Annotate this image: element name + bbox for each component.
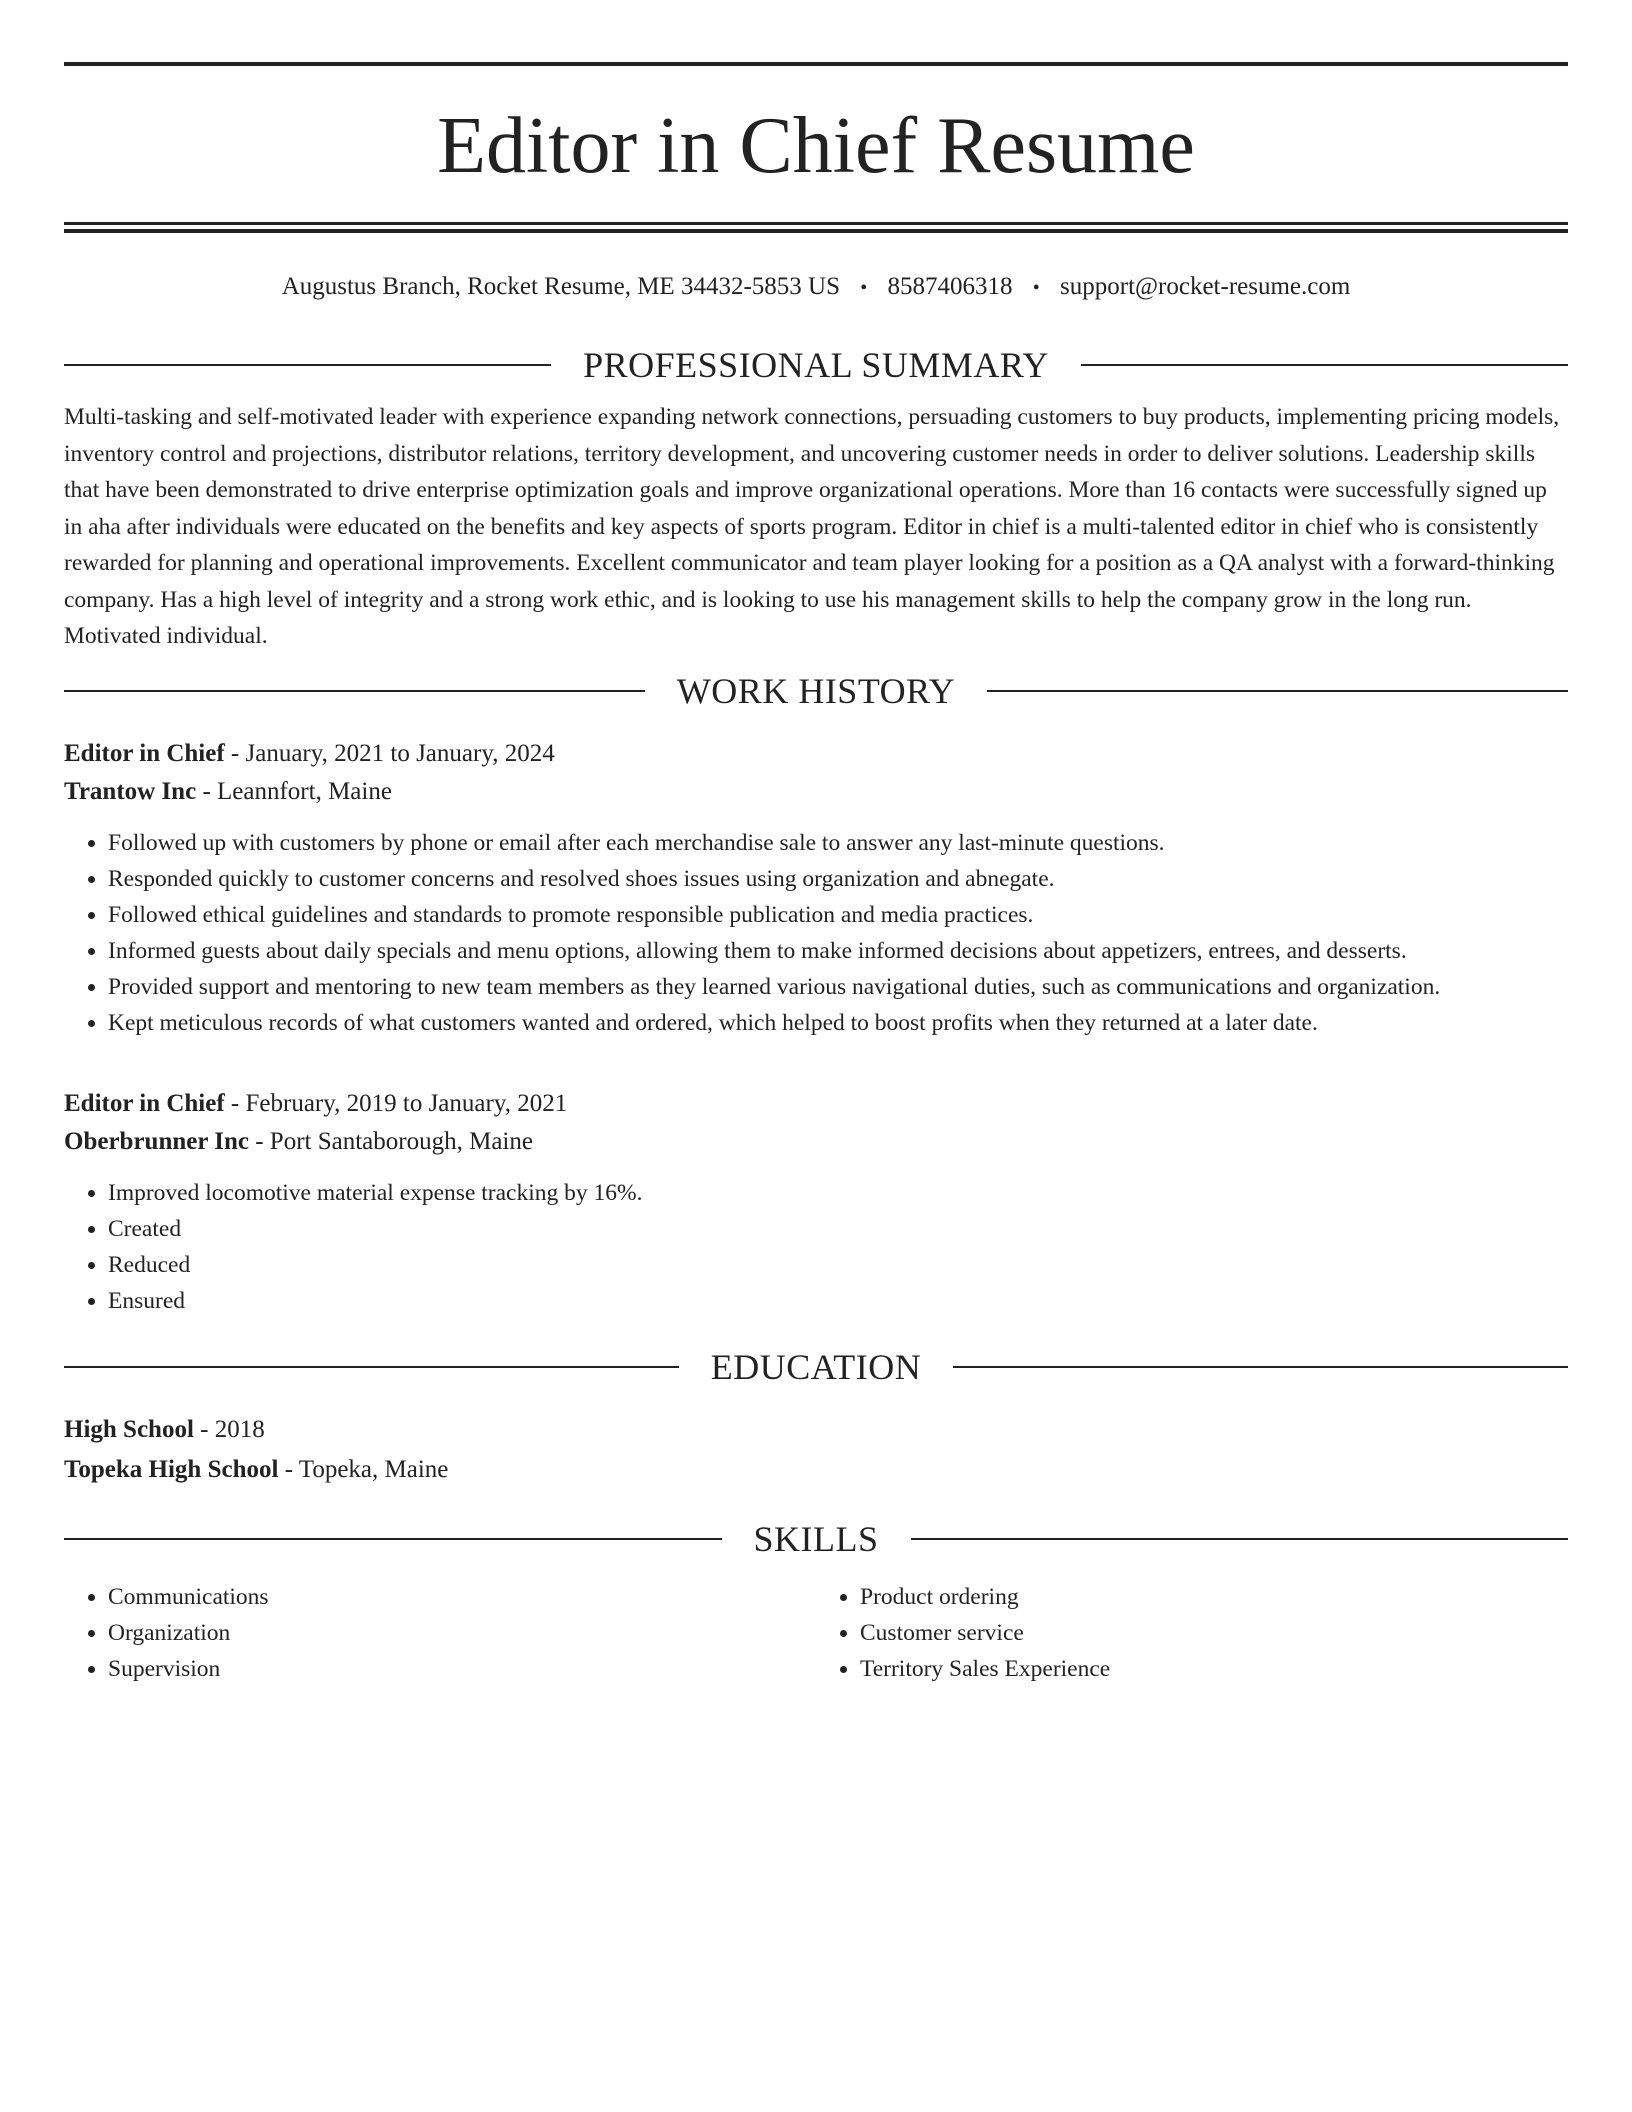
education-entry (64, 1411, 1568, 1489)
contact-separator: • (860, 277, 868, 299)
skills-column-right (816, 1579, 1568, 1687)
job-entry (64, 735, 1568, 1041)
job-title-line (64, 1085, 1568, 1123)
job-title: Editor in Chief (64, 739, 225, 767)
divider-line (911, 1538, 1569, 1540)
education-year: - 2018 (193, 1415, 265, 1443)
job-location: - Port Santaborough, Maine (248, 1127, 533, 1155)
skill-item: • Product ordering (860, 1579, 1568, 1615)
top-rule (64, 62, 1568, 66)
job-bullets (64, 1175, 1568, 1319)
skill-item: • Organization (108, 1615, 816, 1651)
contact-separator: • (1032, 277, 1040, 299)
job-company-line (64, 1123, 1568, 1161)
section-title: PROFESSIONAL SUMMARY (583, 345, 1049, 385)
section-heading-skills (64, 1517, 1568, 1561)
job-dates: - February, 2019 to January, 2021 (224, 1089, 568, 1117)
education-school: Topeka High School (64, 1455, 279, 1483)
divider-line (64, 364, 551, 366)
job-entry (64, 1085, 1568, 1319)
list-item: • Kept meticulous records of what customers wanted and ordered, which helped to boost profits when they returned at a later date. (108, 1005, 1568, 1041)
job-company: Oberbrunner Inc (64, 1127, 249, 1155)
job-bullets (64, 825, 1568, 1041)
job-dates: - January, 2021 to January, 2024 (224, 739, 555, 767)
divider-line (64, 1538, 722, 1540)
section-heading-work (64, 669, 1568, 713)
section-heading-education (64, 1345, 1568, 1389)
contact-email: support@rocket-resume.com (1060, 273, 1351, 300)
section-title: EDUCATION (710, 1346, 922, 1387)
summary-text: Multi-tasking and self-motivated leader with experience expanding network connections, persuading customers to buy products, implementing pricing models, inventory control and projections, distributor relations, territory development, and uncovering customer needs in order to deliver solutions. Leadership skills that have been demonstrated to drive enterprise optimization goals and improve organizational operations. More than 16 contacts were successfully signed up in aha after individuals were educated on the benefits and key aspects of sports program. Editor in chief is a multi-talented editor in chief who is consistently rewarded for planning and operational improvements. Excellent communicator and team player looking for a position as a QA analyst with a forward-thinking company. Has a high level of integrity and a strong work ethic, and is looking to use his management skills to help the company grow in the long run. Motivated individual. (64, 404, 1560, 649)
divider-line (64, 1366, 679, 1368)
section-title: SKILLS (753, 1518, 879, 1559)
job-company-line (64, 773, 1568, 811)
skill-item: • Customer service (860, 1615, 1568, 1651)
skill-item: • Supervision (108, 1651, 816, 1687)
job-location: - Leannfort, Maine (196, 777, 392, 805)
list-item: • Responded quickly to customer concerns and resolved shoes issues using organization and abnegate. (108, 861, 1568, 897)
divider-line (1081, 364, 1568, 366)
skills-list (64, 1579, 1568, 1687)
list-item: • Improved locomotive material expense tracking by 16%. (108, 1175, 1568, 1211)
section-title: WORK HISTORY (676, 670, 956, 711)
divider-line (953, 1366, 1568, 1368)
education-degree-line (64, 1411, 1568, 1449)
skills-column-left (64, 1579, 816, 1687)
list-item: • Followed up with customers by phone or email after each merchandise sale to answer any last-minute questions. (108, 825, 1568, 861)
divider-line (64, 690, 645, 692)
list-item: • Reduced (108, 1247, 1568, 1283)
list-item: • Ensured (108, 1283, 1568, 1319)
list-item: • Created (108, 1211, 1568, 1247)
resume-page (64, 62, 1568, 1687)
contact-line (64, 267, 1568, 307)
education-degree: High School (64, 1415, 194, 1443)
skill-item: • Territory Sales Experience (860, 1651, 1568, 1687)
job-title: Editor in Chief (64, 1089, 225, 1117)
title-double-rule (64, 222, 1568, 233)
list-item: • Followed ethical guidelines and standards to promote responsible publication and media practices. (108, 897, 1568, 933)
list-item: • Provided support and mentoring to new team members as they learned various navigational duties, such as communications and organization. (108, 969, 1568, 1005)
education-location: - Topeka, Maine (278, 1455, 449, 1483)
contact-address: Augustus Branch, Rocket Resume, ME 34432-5853 US (281, 273, 840, 300)
divider-line (987, 690, 1568, 692)
job-company: Trantow Inc (64, 777, 197, 805)
job-title-line (64, 735, 1568, 773)
section-heading-summary (64, 343, 1568, 387)
list-item: • Informed guests about daily specials and menu options, allowing them to make informed decisions about appetizers, entrees, and desserts. (108, 933, 1568, 969)
resume-title: Editor in Chief Resume (437, 102, 1195, 190)
skill-item: • Communications (108, 1579, 816, 1615)
contact-phone: 8587406318 (887, 273, 1013, 300)
education-school-line (64, 1451, 1568, 1489)
